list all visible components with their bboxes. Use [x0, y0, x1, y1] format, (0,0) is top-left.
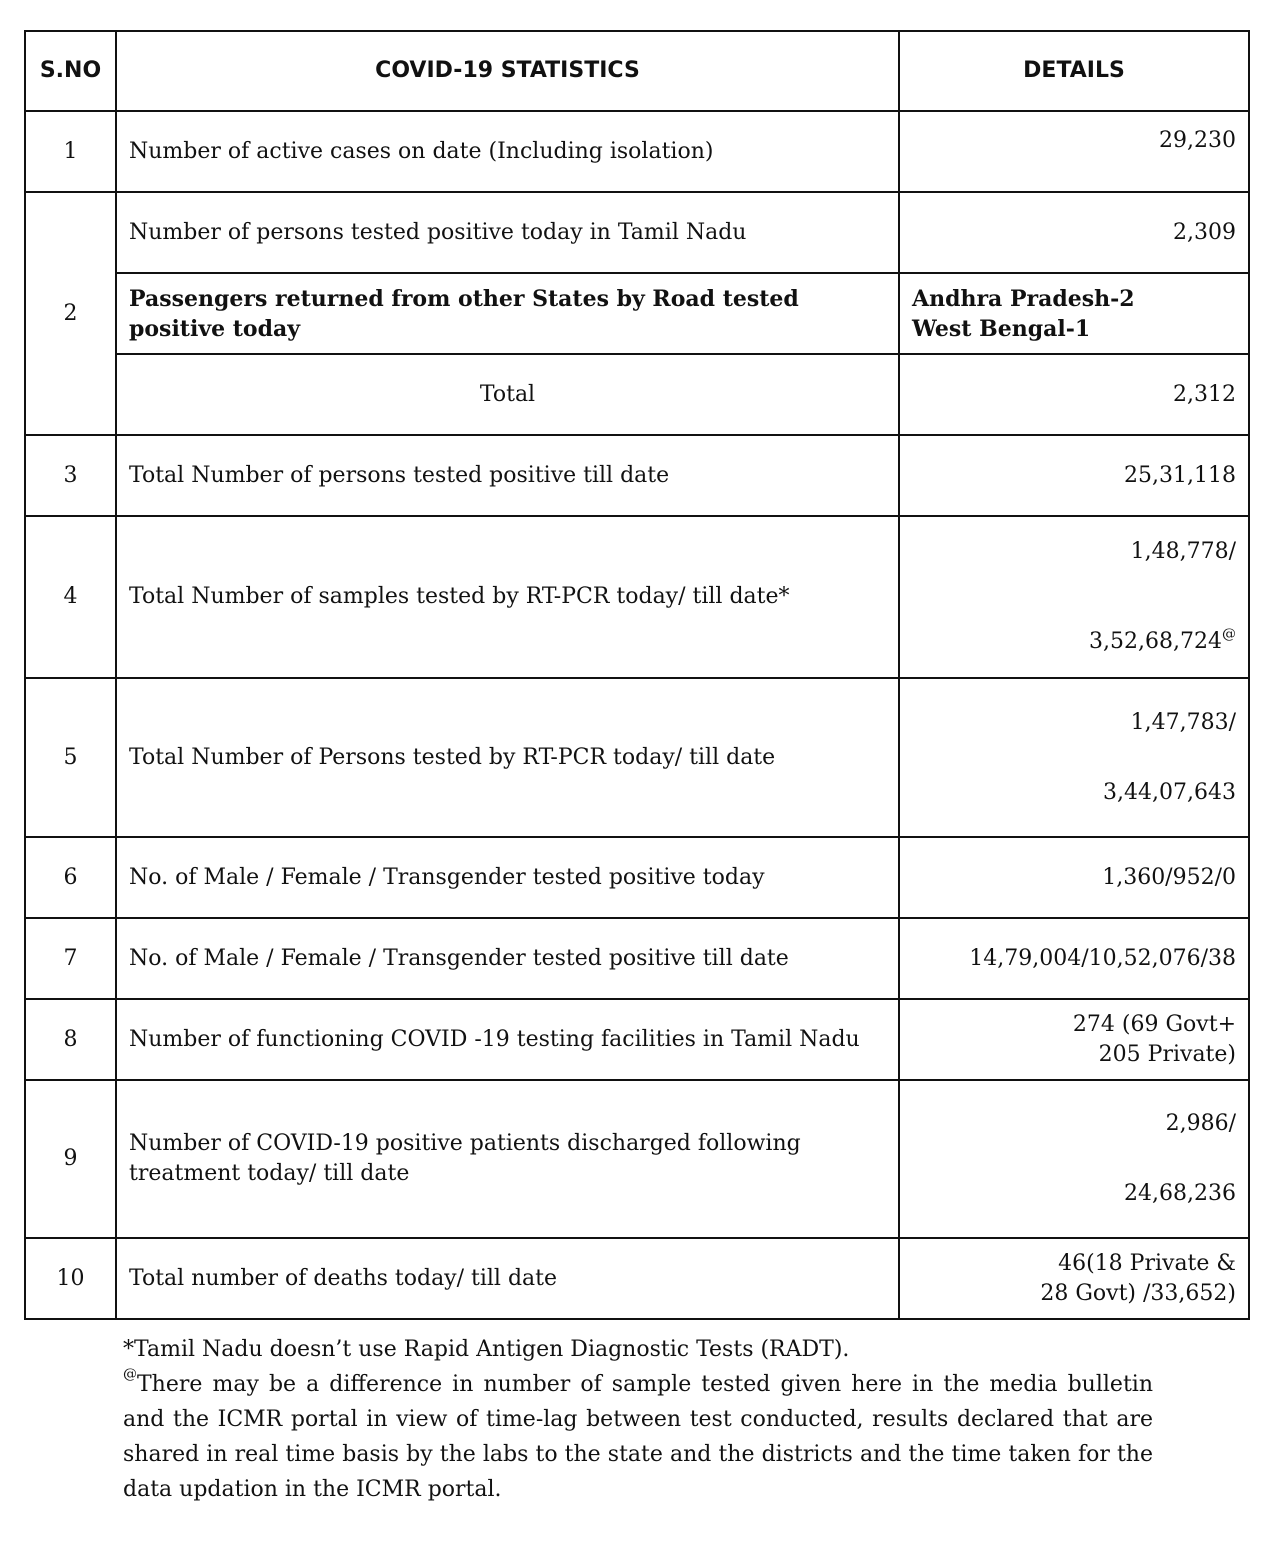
footnotes	[123, 1332, 1153, 1507]
row-6-value: 1,360/952/0	[899, 837, 1249, 918]
row-2a-value: 2,309	[899, 192, 1249, 273]
row-2-sno: 2	[25, 192, 116, 435]
footnote-icmr-text: There may be a difference in number of sample tested given here in the media bulletin and the ICMR portal in view of time-lag between test conducted, results declared that are shared in real time basis by the labs to the state and the districts and the time taken for the data updation in the ICMR portal.	[123, 1372, 1153, 1502]
table-row	[25, 678, 1249, 837]
row-4-value-today: 1,48,778/	[1130, 539, 1236, 564]
row-9-value-today: 2,986/	[1165, 1111, 1236, 1136]
row-8-desc: Number of functioning COVID -19 testing facilities in Tamil Nadu	[116, 999, 899, 1080]
row-10-value-line2: 28 Govt) /33,652)	[1040, 1280, 1236, 1306]
row-3-desc: Total Number of persons tested positive till date	[116, 435, 899, 516]
row-6-sno: 6	[25, 837, 116, 918]
row-2b-value	[899, 273, 1249, 354]
table-row	[25, 111, 1249, 192]
row-4-value-total-wrap	[912, 627, 1236, 657]
row-9-sno: 9	[25, 1080, 116, 1238]
header-sno: S.NO	[25, 31, 116, 111]
row-4-sno: 4	[25, 516, 116, 678]
table-row	[25, 1238, 1249, 1319]
table-row	[25, 192, 1249, 273]
table-row	[25, 516, 1249, 678]
row-1-desc: Number of active cases on date (Including isolation)	[116, 111, 899, 192]
row-5-value-total: 3,44,07,643	[1103, 779, 1236, 805]
row-8-value-line1: 274 (69 Govt+	[1072, 1011, 1236, 1037]
row-1-sno: 1	[25, 111, 116, 192]
row-9-value-total: 24,68,236	[1124, 1181, 1236, 1206]
row-3-sno: 3	[25, 435, 116, 516]
table-row	[25, 273, 1249, 354]
row-2b-value-line2: West Bengal-1	[912, 315, 1091, 342]
row-7-sno: 7	[25, 918, 116, 999]
row-7-desc: No. of Male / Female / Transgender tested positive till date	[116, 918, 899, 999]
table-row	[25, 435, 1249, 516]
row-3-value: 25,31,118	[899, 435, 1249, 516]
row-4-desc: Total Number of samples tested by RT-PCR today/ till date*	[116, 516, 899, 678]
footnote-radt: *Tamil Nadu doesn’t use Rapid Antigen Diagnostic Tests (RADT).	[123, 1337, 850, 1362]
row-4-value-mark: @	[1222, 626, 1236, 642]
footnote-icmr-mark: @	[123, 1366, 137, 1382]
row-4-value-total: 3,52,68,724	[1089, 629, 1222, 654]
table-row	[25, 837, 1249, 918]
row-8-value-line2: 205 Private)	[1098, 1041, 1236, 1067]
row-6-desc: No. of Male / Female / Transgender tested positive today	[116, 837, 899, 918]
row-2b-desc: Passengers returned from other States by Road tested positive today	[116, 273, 899, 354]
row-5-value	[899, 678, 1249, 837]
row-8-value	[899, 999, 1249, 1080]
row-9-value	[899, 1080, 1249, 1238]
table-row	[25, 354, 1249, 435]
covid-statistics-table	[24, 30, 1250, 1320]
table-row	[25, 999, 1249, 1080]
row-8-sno: 8	[25, 999, 116, 1080]
row-4-value	[899, 516, 1249, 678]
row-2c-desc: Total	[116, 354, 899, 435]
row-2a-desc: Number of persons tested positive today in Tamil Nadu	[116, 192, 899, 273]
row-5-desc: Total Number of Persons tested by RT-PCR today/ till date	[116, 678, 899, 837]
row-10-sno: 10	[25, 1238, 116, 1319]
table-row	[25, 1080, 1249, 1238]
footnote-icmr	[123, 1367, 1153, 1507]
row-2b-value-line1: Andhra Pradesh-2	[912, 285, 1135, 312]
table-header-row	[25, 31, 1249, 111]
row-2c-value: 2,312	[899, 354, 1249, 435]
row-7-value: 14,79,004/10,52,076/38	[899, 918, 1249, 999]
row-9-desc: Number of COVID-19 positive patients discharged following treatment today/ till date	[116, 1080, 899, 1238]
row-5-sno: 5	[25, 678, 116, 837]
header-details: DETAILS	[899, 31, 1249, 111]
row-1-value: 29,230	[899, 111, 1249, 192]
row-10-desc: Total number of deaths today/ till date	[116, 1238, 899, 1319]
row-10-value-line1: 46(18 Private &	[1058, 1250, 1236, 1276]
row-10-value	[899, 1238, 1249, 1319]
row-5-value-today: 1,47,783/	[1130, 709, 1236, 735]
header-statistics: COVID-19 STATISTICS	[116, 31, 899, 111]
table-row	[25, 918, 1249, 999]
